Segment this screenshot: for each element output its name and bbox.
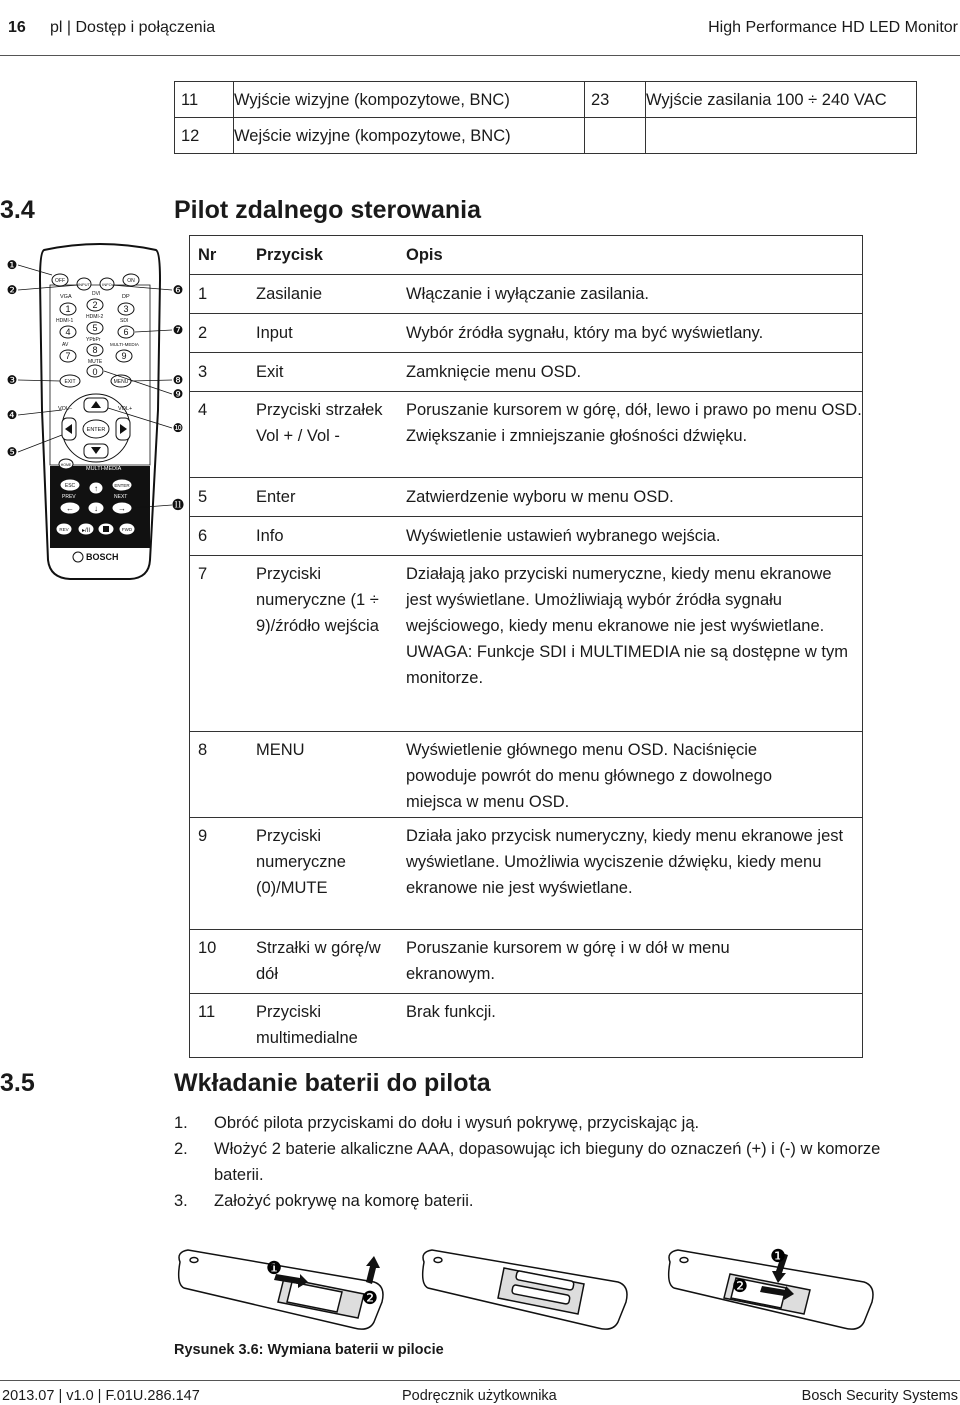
table-row [190, 478, 863, 517]
multimedia-source-label: MULTI-MEDIA [110, 342, 139, 347]
step-number: 3. [174, 1192, 188, 1210]
table-row [190, 930, 863, 994]
play-pause-icon: ▸/II [81, 528, 91, 534]
digit-0: 0 [92, 367, 98, 377]
row-button: MENU [256, 732, 406, 818]
figure-caption: Rysunek 3.6: Wymiana baterii w pilocie [174, 1342, 444, 1358]
up-arrow-icon: ↑ [94, 484, 98, 493]
row-nr: 6 [190, 517, 257, 556]
section-title: Pilot zdalnego sterowania [174, 196, 481, 224]
header-rule [0, 55, 960, 56]
remote-control-illustration [0, 240, 190, 585]
cell-description [646, 118, 917, 154]
vol-plus-label: VOL+ [118, 406, 133, 412]
exit-label: EXIT [64, 379, 76, 385]
cell-number: 11 [175, 82, 234, 118]
callout-9: ❾ [172, 387, 184, 401]
sdi-label: SDI [120, 318, 129, 324]
input-label: INPUT [78, 282, 90, 287]
digit-8: 8 [92, 345, 98, 355]
row-nr: 3 [190, 353, 257, 392]
row-button: Przyciski strzałek Vol + / Vol - [256, 392, 406, 478]
vga-label: VGA [60, 294, 72, 300]
section-number: 3.4 [0, 196, 35, 224]
cell-description: Wejście wizyjne (kompozytowe, BNC) [234, 118, 585, 154]
fwd-label: FWD [121, 527, 133, 532]
table-row [190, 275, 863, 314]
row-description: Zatwierdzenie wyboru w menu OSD. [406, 478, 863, 517]
row-button: Strzałki w górę/w dół [256, 930, 406, 994]
table-row [190, 994, 863, 1058]
table-header-row [190, 236, 863, 275]
row-nr: 2 [190, 314, 257, 353]
prev-label: PREV [62, 494, 76, 500]
table-row [190, 353, 863, 392]
battery-callout-1b: ❶ [769, 1246, 787, 1267]
digit-7: 7 [65, 351, 71, 361]
battery-callout-2b: ❷ [731, 1276, 749, 1297]
table-row [190, 517, 863, 556]
row-description: Poruszanie kursorem w górę i w dół w menu ekranowym. [406, 930, 863, 994]
rev-label: REV [59, 527, 69, 532]
left-arrow-icon: ← [66, 504, 74, 513]
row-nr: 8 [190, 732, 257, 818]
digit-1: 1 [65, 304, 71, 314]
remote-buttons-table [189, 235, 863, 1058]
mute-label: MUTE [88, 359, 103, 365]
row-button: Info [256, 517, 406, 556]
battery-steps-list [174, 1110, 894, 1214]
document-type: Podręcznik użytkownika [402, 1388, 557, 1404]
table-row [190, 818, 863, 930]
hdmi2-label: HDMI-2 [86, 314, 104, 320]
row-nr: 9 [190, 818, 257, 930]
row-description: Zamknięcie menu OSD. [406, 353, 863, 392]
cell-number: 23 [585, 82, 646, 118]
document-version: 2013.07 | v1.0 | F.01U.286.147 [2, 1388, 200, 1404]
table-row [175, 82, 917, 118]
page-header [0, 0, 960, 56]
section-number: 3.5 [0, 1069, 35, 1097]
row-nr: 1 [190, 275, 257, 314]
row-description: Działają jako przyciski numeryczne, kiedy menu ekranowe jest wyświetlane. Umożliwiają wybór źródła sygnału wejściowego, kiedy menu ekranowe nie jest wyświetlane. UWAGA: Funkcje SDI i MULTIMEDIA nie są dostępne w tym monitorze. [406, 556, 863, 732]
list-item [174, 1136, 894, 1188]
battery-replacement-illustration [174, 1222, 894, 1342]
row-description: Włączanie i wyłączanie zasilania. [406, 275, 863, 314]
table-row [190, 392, 863, 478]
row-nr: 11 [190, 994, 257, 1058]
section-breadcrumb: pl | Dostęp i połączenia [50, 19, 216, 36]
next-label: NEXT [114, 494, 128, 500]
list-item [174, 1110, 894, 1136]
step-text: Obróć pilota przyciskami do dołu i wysuń pokrywę, przyciskając ją. [214, 1114, 700, 1132]
down-arrow-icon: ↓ [94, 504, 98, 513]
home-label: HOME [60, 463, 72, 467]
digit-5: 5 [92, 323, 98, 333]
table-row [190, 556, 863, 732]
header-description: Opis [406, 236, 863, 275]
row-button: Zasilanie [256, 275, 406, 314]
row-description: Poruszanie kursorem w górę, dół, lewo i prawo po menu OSD. Zwiększanie i zmniejszanie głośności dźwięku. [406, 392, 863, 478]
list-item [174, 1188, 894, 1214]
digit-6: 6 [123, 327, 129, 337]
digit-4: 4 [65, 327, 71, 337]
row-description: Brak funkcji. [406, 994, 863, 1058]
row-nr: 5 [190, 478, 257, 517]
row-button: Enter [256, 478, 406, 517]
ypbpr-label: YPbPr [86, 337, 101, 343]
page-footer [0, 1380, 960, 1405]
callout-1: ❶ [6, 258, 18, 272]
table-row [175, 118, 917, 154]
row-button: Przyciski numeryczne (0)/MUTE [256, 818, 406, 930]
row-description: Wyświetlenie głównego menu OSD. Naciśnięcie powoduje powrót do menu głównego z dowolnego miejsca w menu OSD. [406, 732, 863, 818]
callout-11: ⓫ [171, 498, 185, 512]
header-nr: Nr [190, 236, 257, 275]
on-label: ON [127, 278, 135, 284]
table-row [190, 314, 863, 353]
dp-label: DP [122, 294, 130, 300]
digit-2: 2 [92, 300, 98, 310]
row-nr: 10 [190, 930, 257, 994]
enter-label: ENTER [86, 427, 106, 433]
header-button: Przycisk [256, 236, 406, 275]
brand-label: BOSCH [86, 552, 119, 562]
multimedia-label: MULTI-MEDIA [86, 466, 122, 472]
callout-4: ❹ [6, 408, 18, 422]
row-button: Przyciski numeryczne (1 ÷ 9)/źródło wejścia [256, 556, 406, 732]
step-number: 1. [174, 1114, 188, 1132]
dvi-label: DVI [92, 291, 101, 297]
battery-callout-1a: ❶ [265, 1258, 283, 1279]
right-arrow-icon: → [118, 504, 126, 513]
row-description: Wyświetlenie ustawień wybranego wejścia. [406, 517, 863, 556]
callout-5: ❺ [6, 445, 18, 459]
section-title: Wkładanie baterii do pilota [174, 1069, 491, 1097]
callout-6: ❻ [172, 283, 184, 297]
av-label: AV [62, 342, 69, 348]
cell-number [585, 118, 646, 154]
company-name: Bosch Security Systems [801, 1388, 958, 1404]
cell-description: Wyjście zasilania 100 ÷ 240 VAC [646, 82, 917, 118]
row-description: Działa jako przycisk numeryczny, kiedy menu ekranowe jest wyświetlane. Umożliwia wyciszenie dźwięku, kiedy menu ekranowe nie jest wyświetlane. [406, 818, 863, 930]
callout-7: ❼ [172, 323, 184, 337]
hdmi1-label: HDMI-1 [56, 318, 74, 324]
enter2-label: ENTER [114, 483, 130, 488]
callout-2: ❷ [6, 283, 18, 297]
product-name: High Performance HD LED Monitor [708, 19, 958, 36]
row-button: Input [256, 314, 406, 353]
row-nr: 7 [190, 556, 257, 732]
info-label: INFO [102, 282, 112, 287]
stop-icon [103, 526, 109, 532]
step-text: Włożyć 2 baterie alkaliczne AAA, dopasowując ich bieguny do oznaczeń (+) i (-) w komorze baterii. [214, 1140, 881, 1184]
off-label: OFF [55, 278, 65, 284]
callout-8: ❽ [172, 373, 184, 387]
callout-3: ❸ [6, 373, 18, 387]
vol-minus-label: VOL– [58, 406, 73, 412]
esc-label: ESC [64, 483, 76, 489]
connector-table [174, 81, 917, 154]
digit-9: 9 [121, 351, 127, 361]
row-button: Exit [256, 353, 406, 392]
step-text: Założyć pokrywę na komorę baterii. [214, 1192, 474, 1210]
footer-rule [0, 1380, 960, 1381]
page-number: 16 [8, 19, 26, 36]
menu-label: MENU [113, 379, 129, 385]
cell-description: Wyjście wizyjne (kompozytowe, BNC) [234, 82, 585, 118]
row-description: Wybór źródła sygnału, który ma być wyświetlany. [406, 314, 863, 353]
row-nr: 4 [190, 392, 257, 478]
cell-number: 12 [175, 118, 234, 154]
battery-callout-2a: ❷ [361, 1288, 379, 1309]
callout-10: ❿ [172, 421, 184, 435]
row-button: Przyciski multimedialne [256, 994, 406, 1058]
step-number: 2. [174, 1140, 188, 1158]
table-row [190, 732, 863, 818]
digit-3: 3 [123, 304, 129, 314]
